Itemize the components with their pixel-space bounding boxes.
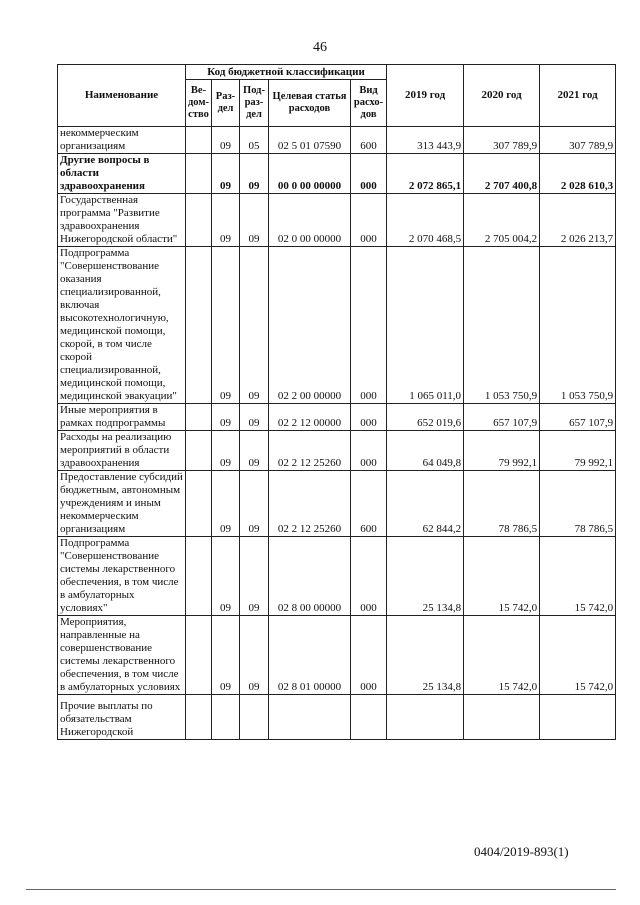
cell-name: Подпрограмма "Совершенствование системы лекарственного обеспечения, в том числе в амбулаторных условиях" bbox=[58, 537, 186, 616]
cell-csr: 02 2 00 00000 bbox=[269, 247, 351, 404]
cell-ved bbox=[186, 404, 212, 431]
cell-ved bbox=[186, 616, 212, 695]
table-row bbox=[58, 471, 616, 537]
cell-y2020: 79 992,1 bbox=[464, 431, 540, 471]
header-2021: 2021 год bbox=[540, 65, 616, 127]
cell-y2020: 1 053 750,9 bbox=[464, 247, 540, 404]
cell-y2020 bbox=[464, 695, 540, 740]
cell-name: некоммерческим организациям bbox=[58, 127, 186, 154]
cell-name: Мероприятия, направленные на совершенствование системы лекарственного обеспечения, в том числе в амбулаторных условиях bbox=[58, 616, 186, 695]
cell-ved bbox=[186, 154, 212, 194]
header-razdel: Раз- дел bbox=[212, 80, 240, 127]
cell-name: Другие вопросы в области здравоохранения bbox=[58, 154, 186, 194]
cell-y2019: 25 134,8 bbox=[387, 616, 464, 695]
cell-podrazdel: 09 bbox=[240, 194, 269, 247]
cell-y2019: 2 070 468,5 bbox=[387, 194, 464, 247]
cell-razdel: 09 bbox=[212, 247, 240, 404]
cell-y2019 bbox=[387, 695, 464, 740]
cell-csr: 02 2 12 25260 bbox=[269, 431, 351, 471]
cell-y2021: 15 742,0 bbox=[540, 537, 616, 616]
cell-razdel bbox=[212, 695, 240, 740]
cell-y2019: 313 443,9 bbox=[387, 127, 464, 154]
cell-csr: 02 5 01 07590 bbox=[269, 127, 351, 154]
cell-y2021: 78 786,5 bbox=[540, 471, 616, 537]
cell-ved bbox=[186, 194, 212, 247]
cell-y2019: 25 134,8 bbox=[387, 537, 464, 616]
cell-vr: 000 bbox=[351, 404, 387, 431]
cell-podrazdel: 09 bbox=[240, 616, 269, 695]
cell-razdel: 09 bbox=[212, 154, 240, 194]
cell-vr: 000 bbox=[351, 247, 387, 404]
cell-razdel: 09 bbox=[212, 537, 240, 616]
cell-razdel: 09 bbox=[212, 471, 240, 537]
cell-y2021: 2 026 213,7 bbox=[540, 194, 616, 247]
cell-name: Прочие выплаты по обязательствам Нижегородской bbox=[58, 695, 186, 740]
cell-y2021: 79 992,1 bbox=[540, 431, 616, 471]
cell-y2020: 657 107,9 bbox=[464, 404, 540, 431]
cell-podrazdel: 09 bbox=[240, 431, 269, 471]
cell-y2020: 307 789,9 bbox=[464, 127, 540, 154]
cell-vr: 000 bbox=[351, 616, 387, 695]
cell-y2021: 657 107,9 bbox=[540, 404, 616, 431]
cell-podrazdel: 09 bbox=[240, 247, 269, 404]
cell-name: Иные мероприятия в рамках подпрограммы bbox=[58, 404, 186, 431]
header-podrazdel: Под- раз- дел bbox=[240, 80, 269, 127]
cell-y2019: 64 049,8 bbox=[387, 431, 464, 471]
cell-razdel: 09 bbox=[212, 616, 240, 695]
cell-razdel: 09 bbox=[212, 127, 240, 154]
bottom-divider bbox=[26, 889, 616, 890]
cell-y2019: 62 844,2 bbox=[387, 471, 464, 537]
header-ved: Ве- дом- ство bbox=[186, 80, 212, 127]
cell-y2019: 1 065 011,0 bbox=[387, 247, 464, 404]
table-row bbox=[58, 154, 616, 194]
table-row bbox=[58, 695, 616, 740]
cell-csr: 02 2 12 25260 bbox=[269, 471, 351, 537]
cell-csr: 00 0 00 00000 bbox=[269, 154, 351, 194]
cell-razdel: 09 bbox=[212, 194, 240, 247]
cell-podrazdel: 09 bbox=[240, 404, 269, 431]
page-number: 46 bbox=[313, 40, 327, 55]
cell-podrazdel: 09 bbox=[240, 154, 269, 194]
cell-vr: 600 bbox=[351, 471, 387, 537]
cell-name: Государственная программа "Развитие здравоохранения Нижегородской области" bbox=[58, 194, 186, 247]
cell-y2020: 15 742,0 bbox=[464, 537, 540, 616]
cell-podrazdel bbox=[240, 695, 269, 740]
cell-vr: 000 bbox=[351, 154, 387, 194]
cell-vr: 000 bbox=[351, 431, 387, 471]
cell-ved bbox=[186, 695, 212, 740]
cell-vr: 600 bbox=[351, 127, 387, 154]
cell-y2020: 15 742,0 bbox=[464, 616, 540, 695]
cell-y2021: 2 028 610,3 bbox=[540, 154, 616, 194]
header-classification-group: Код бюджетной классификации bbox=[186, 65, 387, 80]
cell-ved bbox=[186, 431, 212, 471]
header-vr: Вид расхо- дов bbox=[351, 80, 387, 127]
table-row bbox=[58, 127, 616, 154]
header-csr: Целевая статья расходов bbox=[269, 80, 351, 127]
cell-csr: 02 8 00 00000 bbox=[269, 537, 351, 616]
cell-ved bbox=[186, 471, 212, 537]
header-name: Наименование bbox=[58, 65, 186, 127]
cell-name: Подпрограмма "Совершенствование оказания специализированной, включая высокотехнологичную, медицинской помощи, скорой, в том числе скорой специализированной, медицинской помощи, медицинской эвакуации" bbox=[58, 247, 186, 404]
table-row bbox=[58, 537, 616, 616]
cell-y2021: 1 053 750,9 bbox=[540, 247, 616, 404]
cell-razdel: 09 bbox=[212, 404, 240, 431]
cell-ved bbox=[186, 247, 212, 404]
header-row-1 bbox=[58, 65, 616, 80]
cell-ved bbox=[186, 537, 212, 616]
cell-ved bbox=[186, 127, 212, 154]
cell-vr bbox=[351, 695, 387, 740]
table-row bbox=[58, 431, 616, 471]
header-2019: 2019 год bbox=[387, 65, 464, 127]
budget-table bbox=[57, 64, 616, 740]
cell-vr: 000 bbox=[351, 194, 387, 247]
cell-y2021: 15 742,0 bbox=[540, 616, 616, 695]
table-row bbox=[58, 616, 616, 695]
cell-csr: 02 2 12 00000 bbox=[269, 404, 351, 431]
cell-y2021: 307 789,9 bbox=[540, 127, 616, 154]
cell-y2021 bbox=[540, 695, 616, 740]
cell-csr bbox=[269, 695, 351, 740]
cell-y2020: 2 705 004,2 bbox=[464, 194, 540, 247]
document-code: 0404/2019-893(1) bbox=[474, 844, 569, 859]
table-row bbox=[58, 404, 616, 431]
table-row bbox=[58, 194, 616, 247]
cell-podrazdel: 05 bbox=[240, 127, 269, 154]
cell-podrazdel: 09 bbox=[240, 471, 269, 537]
table-body bbox=[58, 127, 616, 740]
cell-y2020: 2 707 400,8 bbox=[464, 154, 540, 194]
header-2020: 2020 год bbox=[464, 65, 540, 127]
cell-csr: 02 8 01 00000 bbox=[269, 616, 351, 695]
cell-y2019: 2 072 865,1 bbox=[387, 154, 464, 194]
cell-podrazdel: 09 bbox=[240, 537, 269, 616]
cell-csr: 02 0 00 00000 bbox=[269, 194, 351, 247]
cell-name: Расходы на реализацию мероприятий в области здравоохранения bbox=[58, 431, 186, 471]
table-row bbox=[58, 247, 616, 404]
cell-name: Предоставление субсидий бюджетным, автономным учреждениям и иным некоммерческим организациям bbox=[58, 471, 186, 537]
cell-y2019: 652 019,6 bbox=[387, 404, 464, 431]
cell-y2020: 78 786,5 bbox=[464, 471, 540, 537]
cell-razdel: 09 bbox=[212, 431, 240, 471]
cell-vr: 000 bbox=[351, 537, 387, 616]
